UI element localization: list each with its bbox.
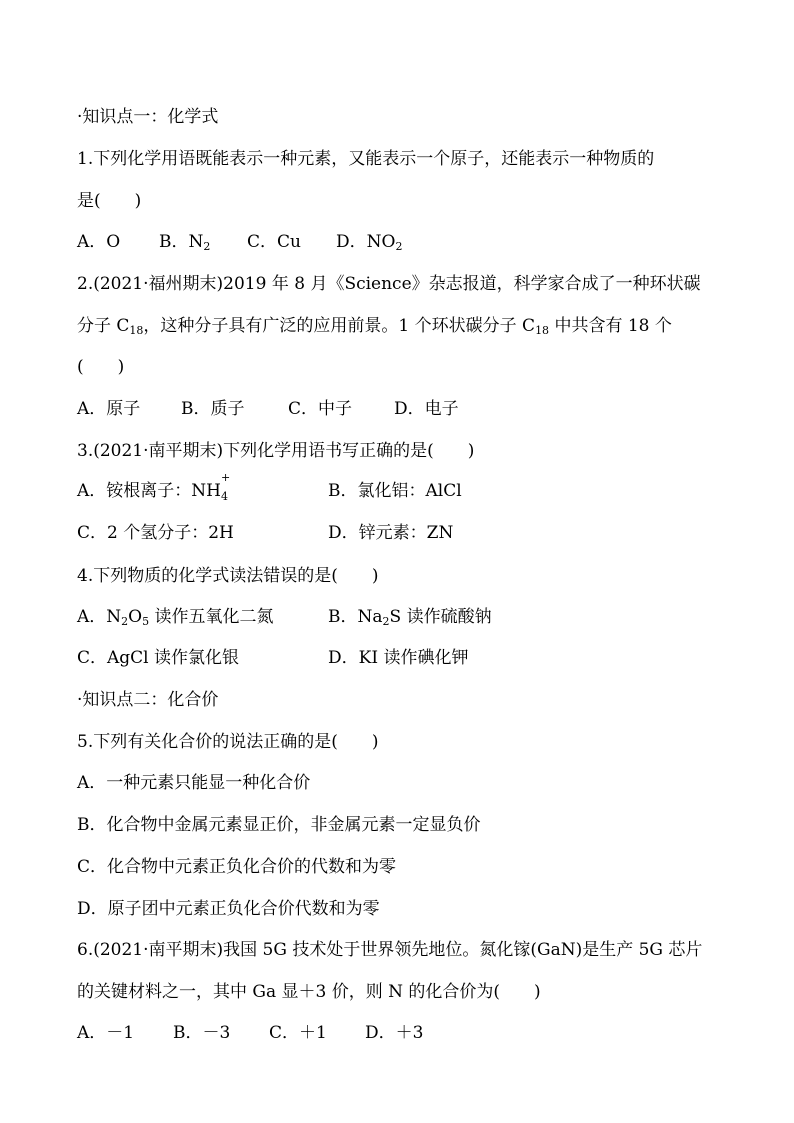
q5-option-d: D．原子团中元素正负化合价代数和为零 [77, 899, 380, 919]
q2-option-d: D．电子 [394, 399, 459, 419]
question-1-stem: 1.下列化学用语既能表示一种元素，又能表示一个原子，还能表示一种物质的 [77, 149, 655, 169]
q6-option-d: D．＋3 [365, 1023, 424, 1043]
q1-option-b: B．$N_2$ [159, 232, 211, 253]
q4-option-a: A．$N_2O_5$ 读作五氧化二氮 [77, 607, 274, 628]
q6-option-b: B．－3 [173, 1023, 231, 1043]
question-4-stem: 4.下列物质的化学式读法错误的是( ) [77, 566, 379, 586]
section-heading-2: ·知识点二：化合价 [77, 690, 219, 710]
question-5-stem: 5.下列有关化合价的说法正确的是( ) [77, 732, 379, 752]
q2-option-c: C．中子 [288, 399, 353, 419]
q3-option-b: B．氯化铝：AlCl [328, 481, 462, 501]
q6-option-a: A．－1 [77, 1023, 135, 1043]
q4-option-d: D．KI 读作碘化钾 [328, 648, 469, 668]
question-2-stem: 2.(2021·福州期末)2019 年 8 月《Science》杂志报道，科学家合成了一种环状碳 [77, 274, 701, 294]
q5-option-b: B．化合物中金属元素显正价，非金属元素一定显负价 [77, 815, 481, 835]
q5-option-c: C．化合物中元素正负化合价的代数和为零 [77, 857, 397, 877]
q1-option-d: D．$NO_2$ [336, 232, 403, 253]
question-6-stem-cont: 的关键材料之一，其中 Ga 显＋3 价，则 N 的化合价为( ) [77, 982, 541, 1002]
q3-option-c: C．2 个氢分子：2H [77, 523, 234, 543]
q5-option-a: A．一种元素只能显一种化合价 [77, 773, 311, 793]
q2-option-a: A．原子 [77, 399, 141, 419]
q4-option-c: C．AgCl 读作氯化银 [77, 648, 240, 668]
q2-option-b: B．质子 [181, 399, 245, 419]
q3-option-d: D．锌元素：ZN [328, 523, 454, 543]
question-6-stem: 6.(2021·南平期末)我国 5G 技术处于世界领先地位。氮化镓(GaN)是生产 5G 芯片 [77, 940, 703, 960]
q1-option-a: A．O [77, 232, 121, 252]
q3-option-a: A．铵根离子：NH + $_4$ [77, 471, 231, 503]
q6-option-c: C．＋1 [269, 1023, 327, 1043]
section-heading-1: ·知识点一：化学式 [77, 107, 219, 127]
question-2-stem-cont: 分子 $C_{18}$，这种分子具有广泛的应用前景。1 个环状碳分子 $C_{18}$ 中共含有 18 个 [77, 316, 672, 337]
q4-option-b: B．$Na_2S$ 读作硫酸钠 [328, 607, 492, 628]
q1-option-c: C．Cu [247, 232, 301, 252]
question-2-stem-blank: ( ) [77, 357, 125, 377]
question-1-stem-cont: 是( ) [77, 191, 142, 211]
question-3-stem: 3.(2021·南平期末)下列化学用语书写正确的是( ) [77, 441, 475, 461]
